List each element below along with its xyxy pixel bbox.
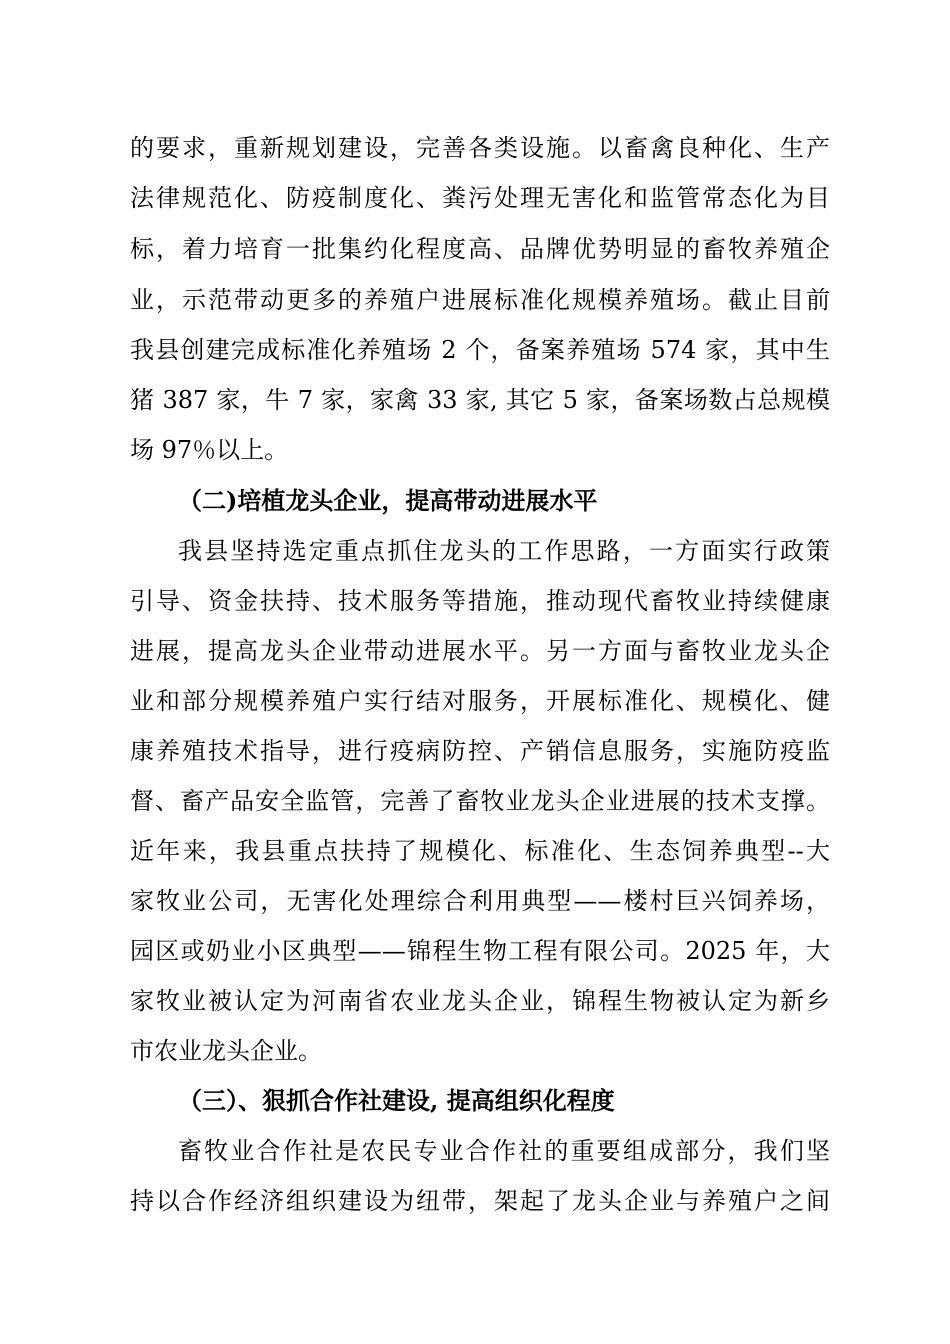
- paragraph-line: 园区或奶业小区典型——锦程生物工程有限公司。2025 年，大: [130, 937, 830, 965]
- paragraph-line: 家牧业公司，无害化处理综合利用典型——楼村巨兴饲养场，: [130, 887, 830, 915]
- paragraph-line: 引导、资金扶持、技术服务等措施，推动现代畜牧业持续健康: [130, 587, 830, 615]
- paragraph-line: 市农业龙头企业。: [130, 1037, 322, 1065]
- paragraph-line: 业，示范带动更多的养殖户进展标准化规模养殖场。截止目前: [130, 286, 830, 314]
- paragraph-line: 业和部分规模养殖户实行结对服务，开展标准化、规模化、健: [130, 687, 830, 715]
- paragraph-line: 家牧业被认定为河南省农业龙头企业，锦程生物被认定为新乡: [130, 987, 830, 1015]
- paragraph-line: 法律规范化、防疫制度化、粪污处理无害化和监管常态化为目: [130, 184, 830, 212]
- section-heading: （二)培植龙头企业，提高带动进展水平: [178, 486, 598, 515]
- paragraph-line: 持以合作经济组织建设为纽带，架起了龙头企业与养殖户之间: [130, 1187, 830, 1215]
- paragraph-line: 康养殖技术指导，进行疫病防控、产销信息服务，实施防疫监: [130, 737, 830, 765]
- paragraph-line: 的要求，重新规划建设，完善各类设施。以畜禽良种化、生产: [130, 134, 830, 162]
- section-heading: （三）、狠抓合作社建设, 提高组织化程度: [178, 1086, 615, 1115]
- paragraph-line: 近年来，我县重点扶持了规模化、标准化、生态饲养典型--大: [130, 837, 830, 865]
- paragraph-line: 我县坚持选定重点抓住龙头的工作思路，一方面实行政策: [178, 537, 830, 565]
- paragraph-line: 场 97％以上。: [130, 436, 289, 464]
- paragraph-line: 进展，提高龙头企业带动进展水平。另一方面与畜牧业龙头企: [130, 637, 830, 665]
- paragraph-line: 我县创建完成标准化养殖场 2 个，备案养殖场 574 家，其中生: [130, 336, 830, 364]
- paragraph-line: 猪 387 家，牛 7 家，家禽 33 家, 其它 5 家，备案场数占总规模: [130, 386, 830, 414]
- paragraph-line: 标，着力培育一批集约化程度高、品牌优势明显的畜牧养殖企: [130, 235, 830, 263]
- paragraph-line: 畜牧业合作社是农民专业合作社的重要组成部分，我们坚: [178, 1137, 830, 1165]
- paragraph-line: 督、畜产品安全监管，完善了畜牧业龙头企业进展的技术支撑。: [130, 787, 830, 815]
